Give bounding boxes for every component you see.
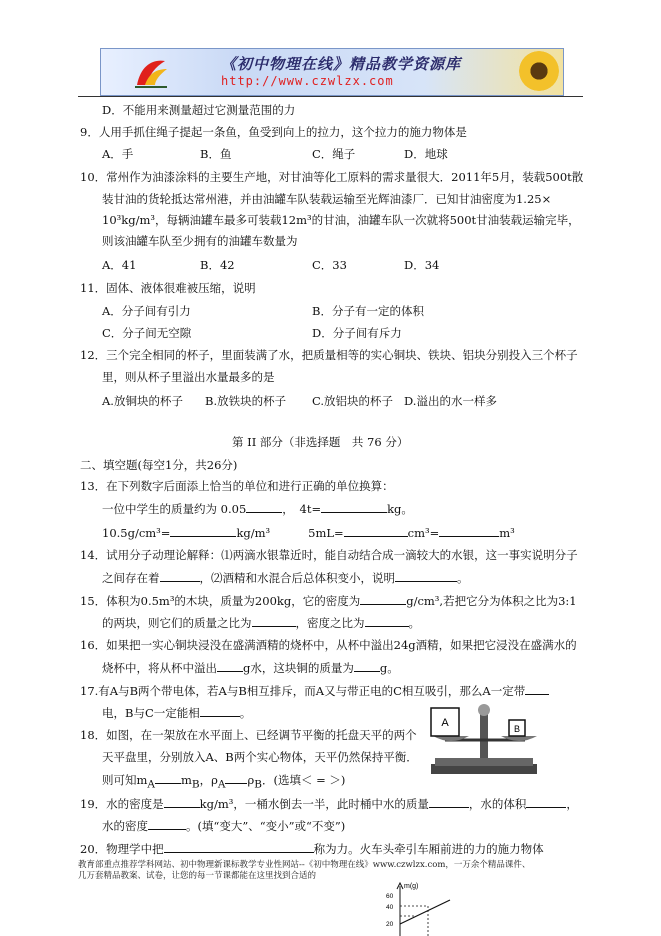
q14-blank-2[interactable] [395, 570, 457, 582]
q20-line-1 [80, 841, 544, 856]
q13-blank-3[interactable] [170, 525, 236, 537]
graph-tick-40: 40 [386, 904, 394, 911]
density-graph [380, 880, 460, 936]
q19-blank-1[interactable] [164, 796, 200, 808]
q16-blank-2[interactable] [354, 660, 380, 672]
q13-text-c: kg。 [387, 502, 413, 516]
q18-line-3 [102, 772, 345, 791]
q13-text-h: m³ [499, 526, 515, 540]
q18-blank-2[interactable] [225, 772, 247, 784]
q14-text-c: 。 [457, 571, 469, 585]
q13-line-1 [102, 501, 413, 516]
q16-text-b: g水，这块铜的质量为 [243, 661, 354, 675]
q19-text-c: ，水的体积 [468, 797, 527, 811]
q19-blank-2[interactable] [429, 796, 469, 808]
q15-text-a: 15．体积为0.5m³的木块，质量为200kg，它的密度为 [80, 594, 361, 608]
q12-stem-1: 12．三个完全相同的杯子，里面装满了水，把质量相等的实心铜块、铁块、铝块分别投入三个杯子 [80, 348, 578, 362]
q18-text-e: ．(选填＜ = ＞) [261, 773, 346, 787]
q19-line-1 [80, 796, 578, 811]
q17-line-2 [102, 705, 251, 720]
q13-blank-4[interactable] [344, 525, 408, 537]
q14-stem-1: 14．试用分子动理论解释：⑴两滴水银靠近时，能自动结合成一滴较大的水银，这一事实说明分子 [80, 548, 578, 562]
q9-option-a: A．手 [102, 147, 134, 161]
q13-text-f: 5mL= [308, 526, 344, 540]
footer-line-1: 教育部重点推荐学科网站、初中物理新课标教学专业性网站--《初中物理在线》www.czwlzx.com，一万余个精品课件、 [78, 860, 531, 870]
q9-option-d: D．地球 [404, 147, 448, 161]
q13-blank-2[interactable] [321, 501, 387, 513]
q9-option-c: C．绳子 [312, 147, 356, 161]
q15-text-d: ，密度之比为 [295, 616, 365, 630]
q14-line-2 [102, 570, 469, 585]
q15-blank-2[interactable] [252, 615, 296, 627]
q9-stem: 9．人用手抓住绳子提起一条鱼，鱼受到向上的拉力，这个拉力的施力物体是 [80, 125, 467, 139]
site-logo-icon [131, 55, 171, 89]
part2-heading: 第 II 部分（非选择题 共 76 分） [232, 435, 409, 449]
q18-stem-2: 天平盘里，分别放入A、B两个实心物体，天平仍然保持平衡． [102, 750, 418, 764]
header-divider [78, 96, 583, 97]
balance-label-b: B [513, 724, 521, 734]
q11-stem: 11．固体、液体很难被压缩，说明 [80, 281, 256, 295]
q18-text-d: ρ [247, 773, 255, 787]
sunflower-icon [519, 51, 559, 91]
q13-text-g: cm³= [407, 526, 440, 540]
q10-option-a: A．41 [102, 258, 137, 272]
q13-blank-1[interactable] [246, 501, 282, 513]
graph-tick-60: 60 [386, 893, 394, 900]
q10-option-b: B．42 [200, 258, 235, 272]
header-banner [100, 48, 564, 96]
q19-text-f: 。(填“变大”、“变小”或“不变”) [186, 819, 346, 833]
q15-line-2 [102, 615, 420, 630]
q18-sub-a1: A [147, 778, 155, 791]
q16-blank-1[interactable] [217, 660, 243, 672]
section2-heading: 二、填空题(每空1分，共26分) [80, 458, 238, 472]
q14-text-b: ，⑵酒精和水混合后总体积变小，说明 [199, 571, 395, 585]
q19-blank-4[interactable] [148, 818, 186, 830]
q13-text-a: 一位中学生的质量约为 0.05 [102, 502, 247, 516]
q12-option-b: B.放铁块的杯子 [205, 394, 287, 408]
q19-line-2 [102, 818, 345, 833]
q14-text-a: 之间存在着 [102, 571, 160, 585]
q19-text-e: 水的密度 [102, 819, 148, 833]
banner-url[interactable]: http://www.czwlzx.com [221, 74, 394, 88]
q18-stem-1: 18．如图，在一架放在水平面上、已经调节平衡的托盘天平的两个 [80, 728, 417, 742]
q16-line-2 [102, 660, 399, 675]
balance-label-a: A [441, 717, 449, 729]
q18-sub-a2: A [217, 778, 226, 791]
q20-text-b: 称为力。火车头牵引车厢前进的力的施力物体 [313, 842, 544, 856]
q18-sub-b1: B [191, 778, 200, 791]
q15-line-1 [80, 593, 577, 608]
q10-option-c: C．33 [312, 258, 347, 272]
q9-option-b: B．鱼 [200, 147, 232, 161]
q15-blank-1[interactable] [360, 593, 406, 605]
q19-blank-3[interactable] [526, 796, 566, 808]
q17-text-a: 17.有A与B两个带电体，若A与B相互排斥，而A又与带正电的C相互吸引，那么A一定带 [80, 684, 526, 698]
q12-option-a: A.放铜块的杯子 [102, 394, 183, 408]
q17-text-c: 。 [239, 706, 252, 720]
q19-text-b: kg/m³，一桶水倒去一半，此时桶中水的质量 [199, 797, 429, 811]
q18-text-b: m [181, 773, 192, 787]
q12-stem-2: 里，则从杯子里溢出水量最多的是 [102, 370, 275, 384]
q11-option-c: C．分子间无空隙 [102, 326, 192, 340]
q10-stem-3: 10³kg/m³，每辆油罐车最多可装载12m³的甘油，油罐车队一次就将500t甘油装载运输完毕， [102, 213, 580, 227]
q10-option-d: D．34 [404, 258, 440, 272]
q19-text-a: 19．水的密度是 [80, 797, 164, 811]
q15-blank-3[interactable] [365, 615, 409, 627]
q17-blank-1[interactable] [525, 683, 549, 695]
q17-blank-2[interactable] [200, 705, 240, 717]
q11-option-d: D．分子间有斥力 [312, 326, 402, 340]
q13-text-e: kg/m³ [236, 526, 271, 540]
banner-title: 《初中物理在线》精品教学资源库 [221, 55, 462, 73]
graph-ylabel: m(g) [404, 883, 419, 890]
q13-line-2 [102, 525, 515, 540]
q16-text-a: 烧杯中，将从杯中溢出 [102, 661, 217, 675]
q11-option-a: A．分子间有引力 [102, 304, 191, 318]
q12-option-c: C.放铝块的杯子 [312, 394, 394, 408]
q10-stem-2: 装甘油的货轮抵达常州港，并由油罐车队装载运输至光辉油漆厂．已知甘油密度为1.25× [102, 192, 552, 206]
footer-line-2: 几万套精品教案、试卷，让您的每一节课都能在这里找到合适的 [78, 871, 317, 881]
q13-text-d: 10.5g/cm³= [102, 526, 171, 540]
q16-text-c: g。 [379, 661, 399, 675]
q18-text-c: ，ρ [199, 773, 218, 787]
q8-option-d: D．不能用来测量超过它测量范围的力 [102, 103, 296, 117]
q20-text-a: 20．物理学中把 [80, 842, 164, 856]
q17-text-b: 电，B与C一定能相 [102, 706, 200, 720]
q17-line-1 [80, 683, 549, 698]
q13-blank-5[interactable] [439, 525, 499, 537]
q10-stem-1: 10．常州作为油漆涂料的主要生产地，对甘油等化工原料的需求量很大．2011年5月，装载500t散 [80, 170, 584, 184]
q16-stem-1: 16．如果把一实心铜块浸没在盛满酒精的烧杯中，从杯中溢出24g酒精，如果把它浸没在盛满水的 [80, 638, 577, 652]
q18-text-a: 则可知m [102, 773, 148, 787]
graph-tick-20: 20 [386, 921, 394, 928]
q15-text-b: g/cm³,若把它分为体积之比为3:1 [406, 594, 577, 608]
balance-figure [425, 700, 545, 778]
q15-text-e: 。 [408, 616, 420, 630]
q13-text-b: ， 4t= [282, 502, 322, 516]
q18-blank-1[interactable] [155, 772, 181, 784]
q18-sub-b2: B [254, 778, 262, 791]
q19-text-d: ， [566, 797, 578, 811]
q10-stem-4: 则该油罐车队至少拥有的油罐车数量为 [102, 234, 298, 248]
q12-option-d: D.溢出的水一样多 [404, 394, 497, 408]
q20-blank-1[interactable] [164, 841, 314, 853]
q14-blank-1[interactable] [160, 570, 200, 582]
q13-stem: 13．在下列数字后面添上恰当的单位和进行正确的单位换算： [80, 479, 394, 493]
q15-text-c: 的两块，则它们的质量之比为 [102, 616, 252, 630]
q11-option-b: B．分子有一定的体积 [312, 304, 424, 318]
